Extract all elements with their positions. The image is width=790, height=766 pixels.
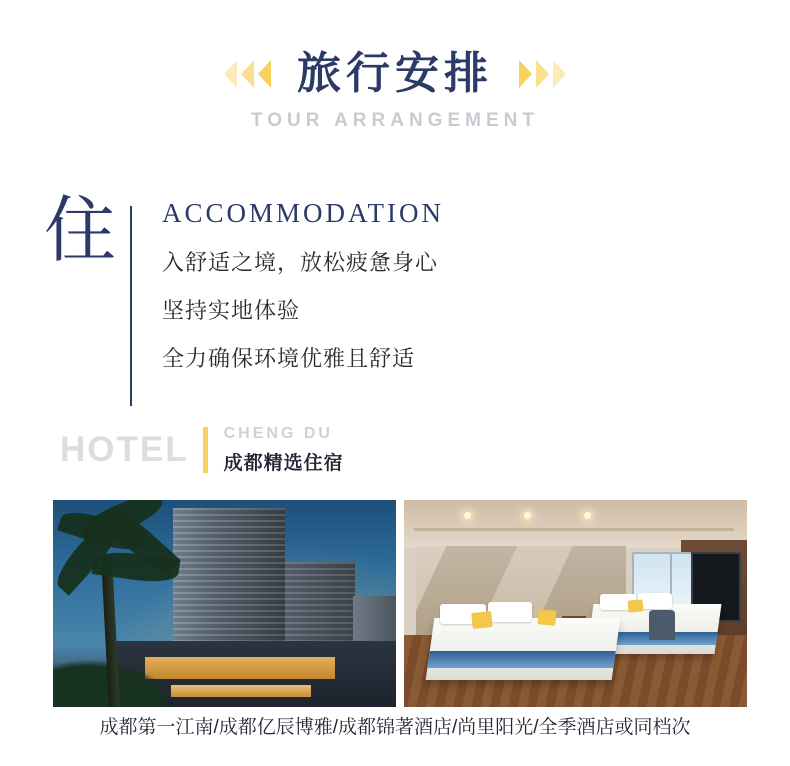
yellow-cushion [537, 609, 556, 626]
left-arrows-decoration [224, 60, 271, 88]
arrow-right-icon [519, 60, 532, 88]
right-arrows-decoration [519, 60, 566, 88]
bed-runner [427, 651, 615, 668]
hotel-city-cn: 成都精选住宿 [223, 453, 344, 474]
accommodation-heading-en: ACCOMMODATION [162, 198, 445, 228]
pillow [488, 602, 532, 622]
ceiling-light-icon [584, 512, 591, 519]
accommodation-big-char: 住 [44, 191, 117, 271]
entrance-canopy-lower [171, 685, 311, 697]
arrow-right-icon [536, 60, 549, 88]
hotel-label-row [60, 425, 344, 475]
accent-bar-divider [203, 427, 208, 473]
yellow-cushion [628, 599, 644, 612]
entrance-canopy [145, 657, 335, 679]
accommodation-line: 坚持实地体验 [162, 298, 301, 323]
arrow-left-icon [224, 60, 237, 88]
hotel-exterior-photo [53, 500, 396, 707]
photo-gallery [53, 500, 747, 707]
accommodation-section [44, 192, 744, 373]
header-title-row [0, 49, 790, 98]
yellow-cushion [471, 611, 493, 629]
ceiling-light-icon [464, 512, 471, 519]
page-header [0, 49, 790, 132]
hotel-room-photo [404, 500, 747, 707]
bed-first [426, 618, 621, 680]
accommodation-text-block [130, 192, 744, 373]
page-subtitle: TOUR ARRANGEMENT [251, 110, 539, 131]
accommodation-line: 全力确保环境优雅且舒适 [162, 346, 416, 371]
vertical-divider [130, 206, 132, 406]
accommodation-inner [44, 192, 744, 373]
hotel-word: HOTEL [60, 430, 189, 469]
accommodation-line: 入舒适之境，放松疲惫身心 [162, 250, 439, 275]
hotel-city-en: CHENG DU [223, 425, 333, 442]
hotel-list-caption: 成都第一江南/成都亿辰博雅/成都锦著酒店/尚里阳光/全季酒店或同档次 [99, 717, 691, 738]
armchair [649, 610, 675, 640]
arrow-left-icon [241, 60, 254, 88]
arrow-left-icon [258, 60, 271, 88]
page-title: 旅行安排 [297, 49, 493, 98]
hotel-city-texts [224, 425, 344, 475]
ceiling-light-icon [524, 512, 531, 519]
arrow-right-icon [553, 60, 566, 88]
ceiling-trim-line [414, 528, 734, 531]
